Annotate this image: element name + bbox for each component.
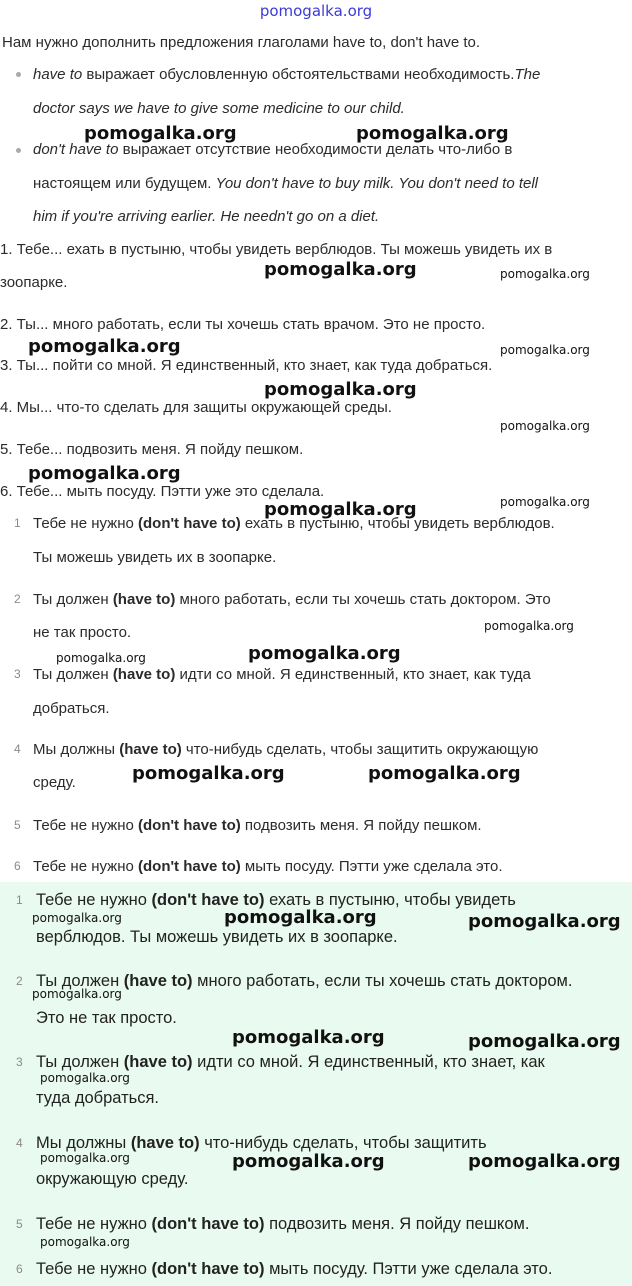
answer-a-1-line-2: Ты можешь увидеть их в зоопарке. — [33, 549, 277, 566]
bullet-dot — [16, 72, 21, 77]
watermark: pomogalka.org — [484, 619, 574, 633]
watermark: pomogalka.org — [468, 911, 621, 932]
answer-b-4-verb: (have to) — [130, 1134, 200, 1152]
bullet-2-example: You don't have to buy milk. You don't need to tell — [215, 175, 539, 192]
answer-a-6-line-1: Тебе не нужно (don't have to) мыть посуду. Пэтти уже сделала это. — [33, 858, 503, 875]
question-4: 4. Мы... что-то сделать для защиты окружающей среды. — [0, 399, 392, 416]
watermark: pomogalka.org — [468, 1151, 621, 1172]
answer-a-6-number: 6 — [14, 859, 21, 873]
answer-b-2-line-2: Это не так просто. — [36, 1009, 177, 1027]
watermark: pomogalka.org — [40, 1071, 130, 1085]
bullet-2-description: выражает отсутствие необходимости делать что-либо в — [118, 141, 513, 158]
answer-b-4-number: 4 — [16, 1136, 23, 1150]
question-1-line-2: зоопарке. — [0, 274, 68, 291]
watermark: pomogalka.org — [132, 763, 285, 784]
answer-b-1-line-1: Тебе не нужно (don't have to) ехать в пустыню, чтобы увидеть — [36, 891, 516, 909]
answer-a-1-line-1: Тебе не нужно (don't have to) ехать в пустыню, чтобы увидеть верблюдов. — [33, 515, 555, 532]
answer-a-2-verb: (have to) — [112, 591, 176, 608]
watermark: pomogalka.org — [40, 1151, 130, 1165]
watermark: pomogalka.org — [500, 343, 590, 357]
watermark: pomogalka.org — [28, 463, 181, 484]
bullet-2-line-2 — [33, 174, 538, 194]
bullet-1-line-1 — [33, 65, 540, 85]
answer-a-4-line-2: среду. — [33, 774, 76, 791]
answer-a-3-number: 3 — [14, 667, 21, 681]
answer-a-5-number: 5 — [14, 818, 21, 832]
bullet-1-term: have to — [33, 66, 83, 83]
bullet-1-line-2: doctor says we have to give some medicine to our child. — [33, 100, 405, 117]
watermark: pomogalka.org — [248, 643, 401, 664]
answer-a-3-verb: (have to) — [112, 666, 176, 683]
watermark: pomogalka.org — [40, 1235, 130, 1249]
answer-b-1-line-2: верблюдов. Ты можешь увидеть их в зоопарке. — [36, 928, 398, 946]
watermark: pomogalka.org — [264, 379, 417, 400]
intro-text: Нам нужно дополнить предложения глаголами have to, don't have to. — [2, 34, 481, 51]
bullet-2-description-end: настоящем или будущем. — [33, 175, 216, 192]
watermark: pomogalka.org — [56, 651, 146, 665]
answer-b-6-verb: (don't have to) — [151, 1260, 265, 1278]
answer-a-5-verb: (don't have to) — [138, 817, 241, 834]
answer-b-6-number: 6 — [16, 1262, 23, 1276]
watermark: pomogalka.org — [356, 123, 509, 144]
site-mark: pomogalka.org — [259, 2, 373, 20]
answer-b-1-verb: (don't have to) — [151, 891, 265, 909]
answer-b-2-line-1: Ты должен (have to) много работать, если ты хочешь стать доктором. — [36, 972, 573, 990]
answer-b-3-number: 3 — [16, 1055, 23, 1069]
watermark: pomogalka.org — [224, 907, 377, 928]
watermark: pomogalka.org — [28, 336, 181, 357]
answer-a-2-number: 2 — [14, 592, 21, 606]
answer-a-1-number: 1 — [14, 516, 21, 530]
question-2: 2. Ты... много работать, если ты хочешь стать врачом. Это не просто. — [0, 316, 486, 333]
answer-a-4-number: 4 — [14, 742, 21, 756]
question-6: 6. Тебе... мыть посуду. Пэтти уже это сделала. — [0, 483, 325, 500]
answer-a-3-line-1: Ты должен (have to) идти со мной. Я единственный, кто знает, как туда — [33, 666, 531, 683]
answer-a-4-verb: (have to) — [119, 741, 182, 758]
watermark: pomogalka.org — [232, 1151, 385, 1172]
answer-b-4-line-1: Мы должны (have to) что-нибудь сделать, чтобы защитить — [36, 1134, 487, 1152]
question-3: 3. Ты... пойти со мной. Я единственный, кто знает, как туда добраться. — [0, 357, 493, 374]
answer-b-4-line-2: окружающую среду. — [36, 1170, 189, 1188]
answer-a-5-line-1: Тебе не нужно (don't have to) подвозить меня. Я пойду пешком. — [33, 817, 482, 834]
answer-a-2-line-1: Ты должен (have to) много работать, если ты хочешь стать доктором. Это — [33, 591, 551, 608]
answer-b-1-number: 1 — [16, 893, 23, 907]
watermark: pomogalka.org — [32, 911, 122, 925]
bullet-2-line-3: him if you're arriving earlier. He needn't go on a diet. — [33, 208, 380, 225]
answer-a-3-line-2: добраться. — [33, 700, 110, 717]
answer-b-5-verb: (don't have to) — [151, 1215, 265, 1233]
bullet-2-term: don't have to — [33, 141, 119, 158]
bullet-1-example-start: The — [514, 66, 541, 83]
answer-b-5-number: 5 — [16, 1217, 23, 1231]
watermark: pomogalka.org — [84, 123, 237, 144]
answer-b-2-verb: (have to) — [123, 972, 193, 990]
answer-a-4-line-1: Мы должны (have to) что-нибудь сделать, чтобы защитить окружающую — [33, 741, 539, 758]
question-1-line-1: 1. Тебе... ехать в пустыню, чтобы увидеть верблюдов. Ты можешь увидеть их в — [0, 241, 553, 258]
bullet-dot — [16, 148, 21, 153]
answer-a-2-line-2: не так просто. — [33, 624, 132, 641]
answer-b-3-verb: (have to) — [123, 1053, 193, 1071]
answer-a-6-verb: (don't have to) — [138, 858, 241, 875]
question-5: 5. Тебе... подвозить меня. Я пойду пешком. — [0, 441, 304, 458]
answer-b-3-line-1: Ты должен (have to) идти со мной. Я единственный, кто знает, как — [36, 1053, 545, 1071]
bullet-1-description: выражает обусловленную обстоятельствами необходимость. — [82, 66, 515, 83]
watermark: pomogalka.org — [232, 1027, 385, 1048]
answer-b-3-line-2: туда добраться. — [36, 1089, 160, 1107]
watermark: pomogalka.org — [264, 259, 417, 280]
watermark: pomogalka.org — [500, 267, 590, 281]
watermark: pomogalka.org — [32, 987, 122, 1001]
answer-b-5-line-1: Тебе не нужно (don't have to) подвозить меня. Я пойду пешком. — [36, 1215, 530, 1233]
watermark: pomogalka.org — [368, 763, 521, 784]
watermark: pomogalka.org — [500, 419, 590, 433]
watermark: pomogalka.org — [264, 499, 417, 520]
watermark: pomogalka.org — [468, 1031, 621, 1052]
answer-a-1-verb: (don't have to) — [138, 515, 241, 532]
watermark: pomogalka.org — [500, 495, 590, 509]
answer-b-6-line-1: Тебе не нужно (don't have to) мыть посуду. Пэтти уже сделала это. — [36, 1260, 553, 1278]
answer-b-2-number: 2 — [16, 974, 23, 988]
